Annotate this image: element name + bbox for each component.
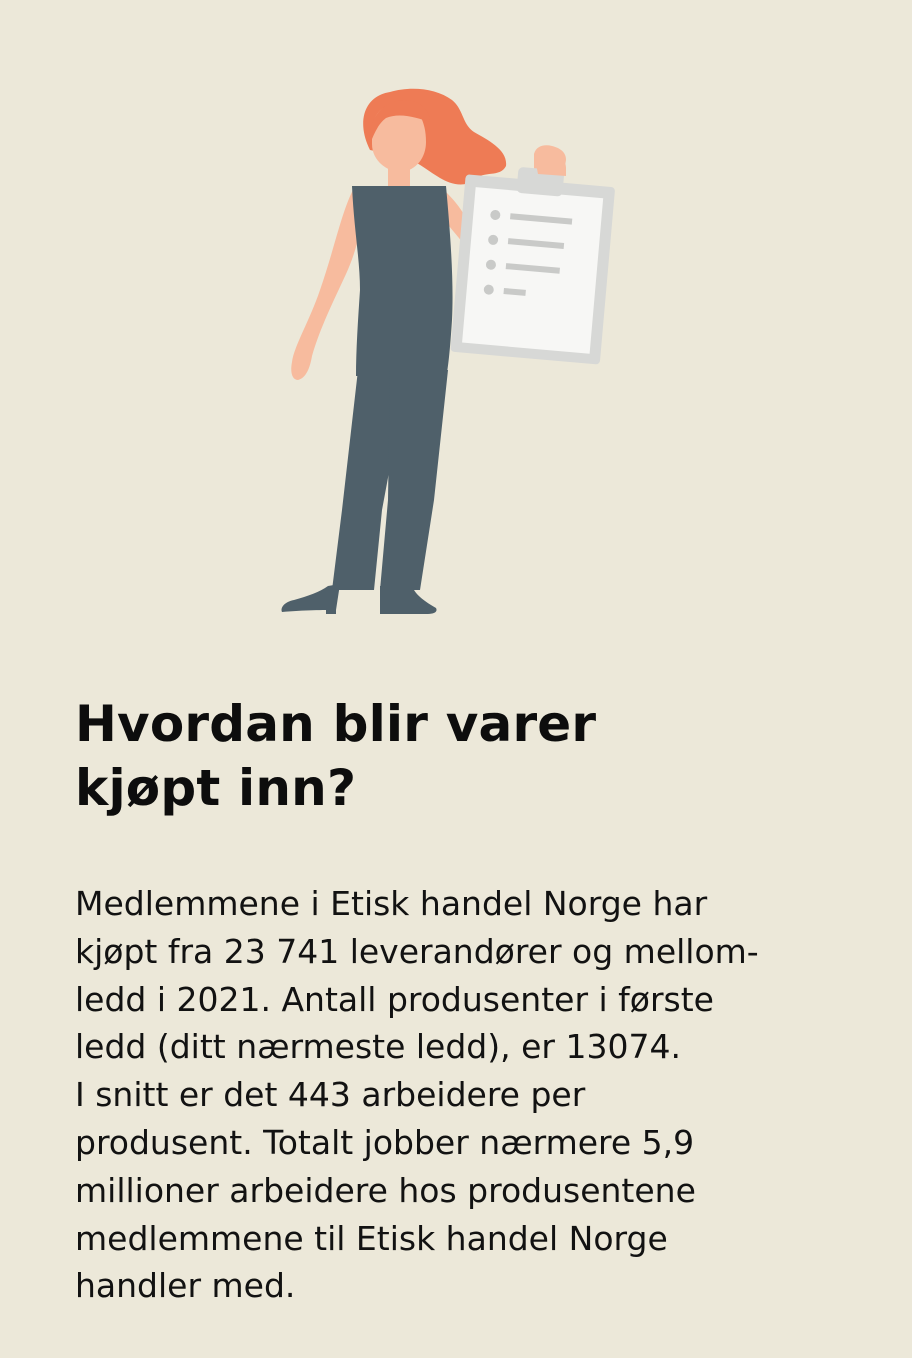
page-title [75,692,835,820]
title-line-2: kjøpt inn? [75,759,357,817]
right-shoe [380,586,437,614]
left-arm [291,188,364,380]
woman-holding-clipboard-illustration [270,80,630,625]
woman-with-clipboard-drawing [270,80,630,625]
clipboard-checklist-icon [450,162,616,364]
body-line-8: medlemmene til Etisk handel Norge [75,1218,668,1258]
body-line-3: ledd i 2021. Antall produsenter i første [75,979,714,1019]
left-heel [326,598,336,614]
body-line-1: Medlemmene i Etisk handel Norge har [75,884,708,923]
body-line-7: millioner arbeidere hos produsentene [75,1170,696,1210]
body-line-2: kjøpt fra 23 741 leverandører og mellom- [75,931,759,971]
right-leg [380,370,448,590]
body-paragraph [75,880,865,1310]
body-line-9: handler med. [75,1266,296,1306]
body-line-6: produsent. Totalt jobber nærmere 5,9 [75,1122,695,1162]
body-line-5: I snitt er det 443 arbeidere per [75,1075,586,1115]
body-line-4: ledd (ditt nærmeste ledd), er 13074. [75,1027,681,1067]
jumpsuit-top [352,186,453,376]
title-line-1: Hvordan blir varer [75,695,597,753]
